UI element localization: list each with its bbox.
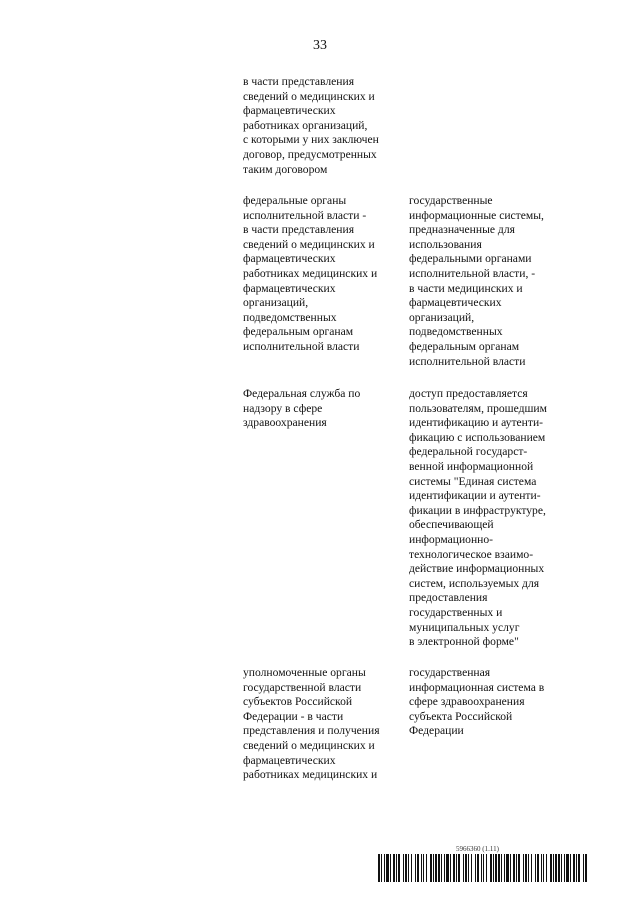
row-4-right-text: государственная информационная система в сфере здравоохранения субъекта Российской Федерации [409,666,545,738]
page-number: 33 [313,38,327,53]
row-4-left-text: уполномоченные органы государственной власти субъектов Российской Федерации - в части представления и получения сведений о медицинских и фармацевтических работниках медицинских и [243,666,380,782]
row-2-right-text: государственные информационные системы, предназначенные для использования федеральными органами исполнительной власти, - в части медицинских и фармацевтических организаций, подведомственных федеральным органам исполнительной власти [409,194,544,368]
row-2-left-text: федеральные органы исполнительной власти - в части представления сведений о медицинских и фармацевтических работниках медицинских и фармацевтических организаций, подведомственных федеральным органам исполнительной власти [243,194,378,353]
barcode-icon [378,854,588,882]
document-barcode [378,845,588,885]
row-3-left-text: Федеральная служба по надзору в сфере здравоохранения [243,387,361,430]
row-3-right-text: доступ предоставляется пользователям, прошедшим идентификацию и аутенти- фикацию с использованием федеральной государст- венной информационной системы "Единая система идентификации и аутенти- фикации в инфраструктуре, обеспечивающей информационно- технологическое взаимо- действие информационных систем, используемых для предоставления государственных и муниципальных услуг в электронной форме" [409,387,547,649]
row-1-left-text: в части представления сведений о медицинских и фармацевтических работниках организаций, с которыми у них заключен договор, предусмотренных таким договором [243,75,379,176]
barcode-caption: 5966360 (1.11) [456,845,499,853]
